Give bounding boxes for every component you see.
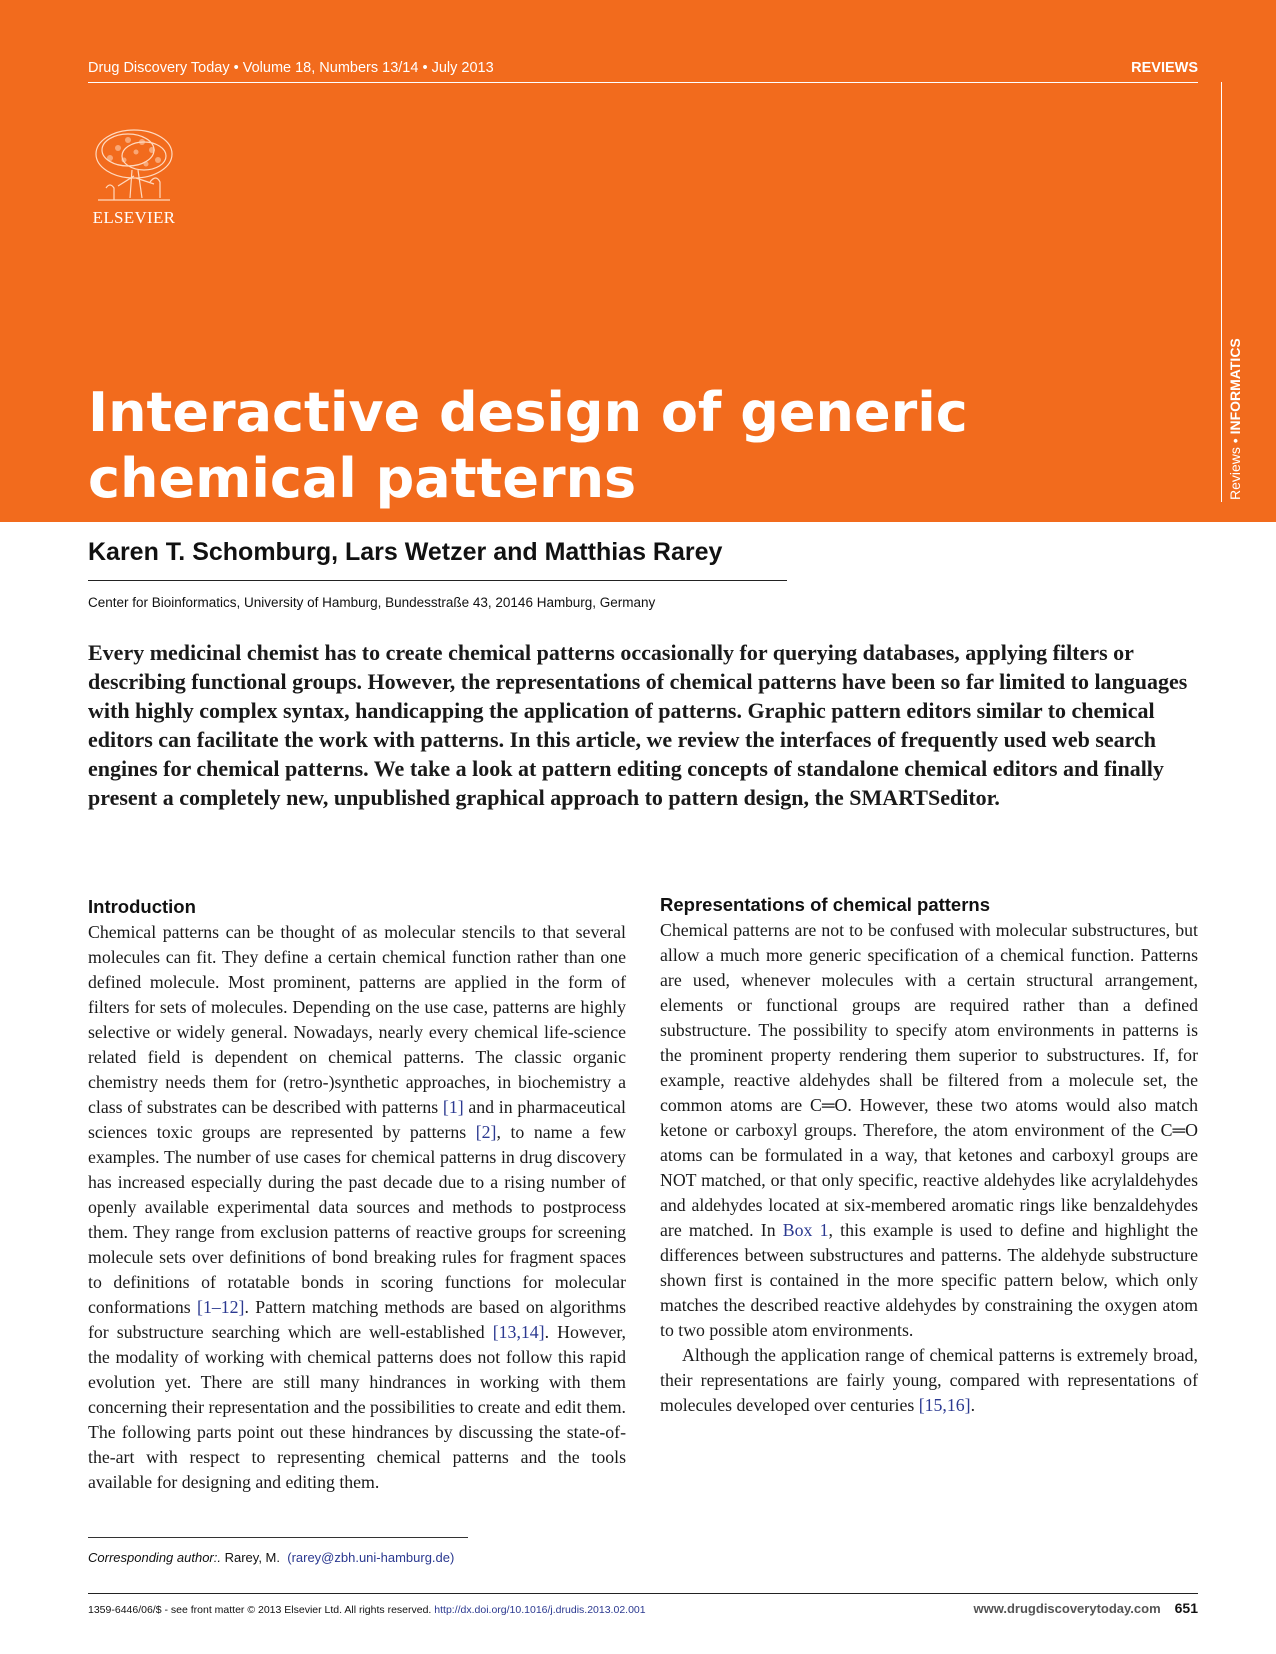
article-abstract: Every medicinal chemist has to create chemical patterns occasionally for querying databases, applying filters or describing functional groups. However, the representations of chemical patterns have been so far limited to languages with highly complex syntax, handicapping the application of patterns. Graphic pattern editors similar to chemical editors can facilitate the work with patterns. In this article, we review the interfaces of frequently used web search engines for chemical patterns. We take a look at pattern editing concepts of standalone chemical editors and finally present a completely new, unpublished graphical approach to pattern design, the SMARTSeditor. xyxy=(88,640,1188,810)
side-divider xyxy=(1221,82,1222,502)
page-number: 651 xyxy=(1174,1600,1198,1616)
footer-divider xyxy=(88,1593,1198,1594)
article-title: Interactive design of generic chemical patterns xyxy=(88,381,968,510)
doi-link[interactable]: http://dx.doi.org/10.1016/j.drudis.2013.02.001 xyxy=(434,1604,646,1616)
article-authors: Karen T. Schomburg, Lars Wetzer and Matthias Rarey xyxy=(88,538,723,566)
journal-citation: Drug Discovery Today • Volume 18, Numbers 13/14 • July 2013 xyxy=(88,60,494,76)
right-column-flow xyxy=(660,892,1198,1418)
citation-link[interactable]: [1] xyxy=(442,1097,464,1117)
representations-paragraph-2: Although the application range of chemical patterns is extremely broad, their representations are fairly young, compared with representations of molecules developed over centuries [15,16]. xyxy=(660,1345,1198,1415)
box-link[interactable]: Box 1 xyxy=(782,1220,829,1240)
authors-divider xyxy=(88,580,787,581)
corresponding-author-note xyxy=(88,1550,454,1565)
side-reviews: Reviews xyxy=(1227,447,1243,500)
journal-volume: Volume 18, Numbers 13/14 xyxy=(242,60,419,76)
representations-heading: Representations of chemical patterns xyxy=(660,894,991,915)
header-divider xyxy=(88,82,1198,83)
citation-link[interactable]: [13,14] xyxy=(492,1322,545,1342)
journal-date: July 2013 xyxy=(431,60,494,76)
journal-name: Drug Discovery Today xyxy=(88,60,230,76)
citation-link[interactable]: [15,16] xyxy=(918,1395,971,1415)
author-email-link[interactable]: (rarey@zbh.uni-hamburg.de) xyxy=(287,1550,455,1565)
side-section-label: Reviews • INFORMATICS xyxy=(1227,338,1243,500)
introduction-paragraph: Chemical patterns can be thought of as molecular stencils to that several molecules can fit. They define a certain chemical function rather than one defined molecule. Most prominent, patterns are applied in the form of filters for sets of molecules. Depending on the use case, patterns are highly selective or widely general. Nowadays, nearly every chemical life-science related field is dependent on chemical patterns. The classic organic chemistry needs them for (retro-)synthetic approaches, in biochemistry a class of substrates can be described with patterns [1] and in pharmaceutical sciences toxic groups are represented by patterns [2], to name a few examples. The number of use cases for chemical patterns in drug discovery has increased especially during the past decade due to a rising number of openly available experimental data sources and methods to postprocess them. They range from exclusion patterns of reactive groups for screening molecule sets over definitions of bond breaking rules for fragment spaces to definitions of rotatable bonds in scoring functions for molecular conformations [1–12]. Pattern matching methods are based on algorithms for substructure searching which are well-established [13,14]. However, the modality of working with chemical patterns does not follow this rapid evolution yet. There are still many hindrances in working with them concerning their representation and the possibilities to create and edit them. The following parts point out these hindrances by discussing the state-of-the-art with respect to representing chemical patterns and the tools available for designing and editing them. xyxy=(88,922,627,1492)
footnote-label: Corresponding author:. xyxy=(88,1550,221,1565)
right-column xyxy=(660,868,1198,1418)
left-column xyxy=(88,894,626,1495)
footer-issn: 1359-6446/06/$ - see front matter © 2013 Elsevier Ltd. All rights reserved. xyxy=(88,1604,432,1616)
footnote-divider xyxy=(88,1537,468,1538)
footnote-name: Rarey, M. xyxy=(224,1550,280,1565)
side-topic: INFORMATICS xyxy=(1227,338,1243,435)
footer-site xyxy=(900,1600,1198,1616)
introduction-heading: Introduction xyxy=(88,896,196,917)
citation-link[interactable]: [2] xyxy=(475,1122,497,1142)
journal-website-link[interactable]: www.drugdiscoverytoday.com xyxy=(973,1601,1161,1616)
section-label: REVIEWS xyxy=(1131,60,1198,76)
author-affiliation: Center for Bioinformatics, University of Hamburg, Bundesstraße 43, 20146 Hamburg, Germany xyxy=(88,595,656,610)
representations-paragraph: Chemical patterns are not to be confused with molecular substructures, but allow a much more generic specification of a chemical function. Patterns are used, whenever molecules with a certain structural arrangement, elements or functional groups are required rather than a defined substructure. The possibility to specify atom environments in patterns is the prominent property rendering them superior to substructures. If, for example, reactive aldehydes shall be filtered from a molecule set, the common atoms are C═O. However, these two atoms would also match ketone or carboxyl groups. Therefore, the atom environment of the C═O atoms can be formulated in a way, that ketones and carboxyl groups are NOT matched, or that only specific, reactive aldehydes like acrylaldehydes and aldehydes located at six-membered aromatic rings like benzaldehydes are matched. In Box 1, this example is used to define and highlight the differences between substructures and patterns. The aldehyde substructure shown first is contained in the more specific pattern below, which only matches the described reactive aldehydes by constraining the oxygen atom to two possible atom environments. xyxy=(660,920,1198,1340)
citation-link[interactable]: [1–12] xyxy=(197,1297,245,1317)
publisher-logo-text: ELSEVIER xyxy=(92,208,176,227)
footer-copyright xyxy=(88,1604,646,1616)
